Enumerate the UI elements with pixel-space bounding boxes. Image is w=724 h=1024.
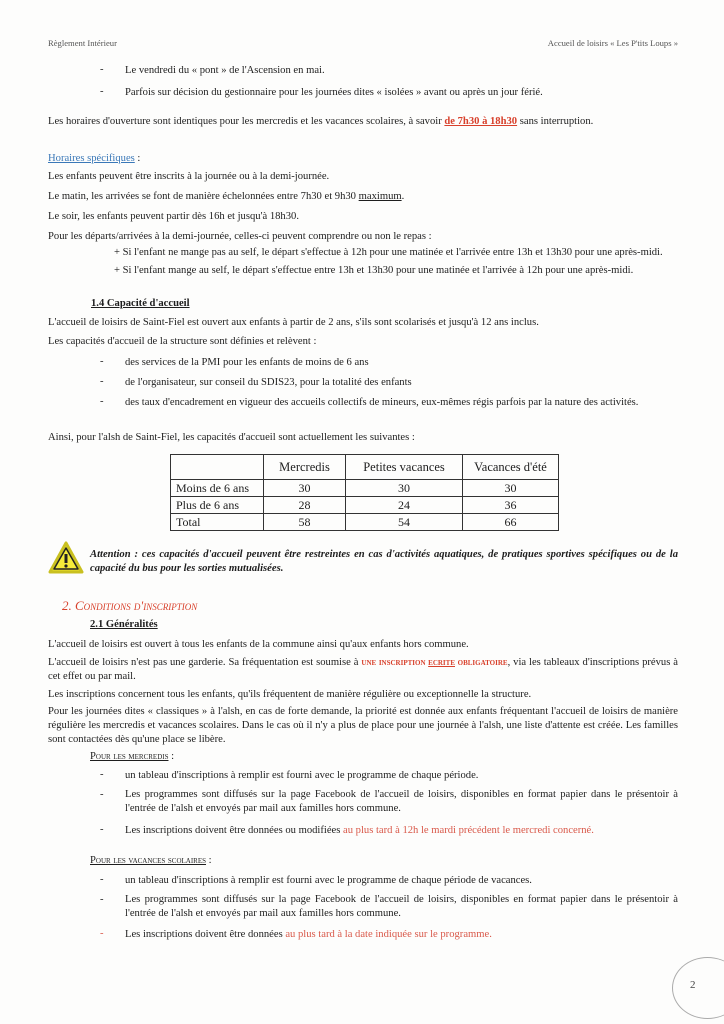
bullet-dash: - [100,789,104,800]
opening-hours: Les horaires d'ouverture sont identiques pour les mercredis et les vacances scolaires, à savoir de 7h30 à 18h30 sans interruption. [48,116,594,127]
bullet-dash: - [100,928,104,939]
section-heading: 1.4 Capacité d'accueil [91,298,190,309]
paragraph: Pour les journées dites « classiques » à l'alsh, en cas de forte demande, la priorité est donnée aux enfants fréquentant l'accueil de loisirs de manière régulière les mercredis et vacances scolaires. Dans le cas où il n'y a plus de place pour une journée à l'alsh, une liste d'attente est créée. Les familles sont contactées dès qu'une place se libère. [48,706,678,745]
warning-triangle-icon [48,540,84,576]
bullet-dash: - [100,64,104,75]
bullet-dash: - [100,769,104,780]
list-item: Les inscriptions doivent être données ou modifiées au plus tard à 12h le mardi précédent le mercredi concerné. [125,825,594,836]
specific-hours-title: Horaires spécifiques : [48,153,141,164]
subheading-holidays: Pour les vacances scolaires : [90,855,212,866]
text-line: L'accueil de loisirs est ouvert à tous les enfants de la commune ainsi qu'aux enfants hors commune. [48,639,469,650]
section-heading: 2. Conditions d'inscription [62,598,198,613]
list-item: Les programmes sont diffusés sur la page Facebook de l'accueil de loisirs, disponibles en format papier dans le présentoir à l'entrée de l'alsh et envoyés par mail aux familles hors commune. [125,894,678,919]
capacity-table [170,454,559,531]
text-line: Les capacités d'accueil de la structure sont définies et relèvent : [48,336,317,347]
list-item: Parfois sur décision du gestionnaire pour les journées dites « isolées » avant ou après un jour férié. [125,87,543,98]
list-item: + Si l'enfant mange au self, le départ s'effectue entre 13h et 13h30 pour une matinée et l'arrivée à 12h pour une après-midi. [114,265,634,276]
table-row: Total 58 54 66 [171,514,559,531]
bullet-dash: - [100,824,104,835]
bullet-dash: - [100,874,104,885]
hours-highlight: de 7h30 à 18h30 [444,116,518,127]
table-row: Moins de 6 ans 30 30 30 [171,480,559,497]
text-line: Le matin, les arrivées se font de manière échelonnées entre 7h30 et 9h30 maximum. [48,191,405,202]
text-line: Le soir, les enfants peuvent partir dès 16h et jusqu'à 18h30. [48,211,299,222]
subheading-wednesdays: Pour les mercredis : [90,751,175,762]
header-right: Accueil de loisirs « Les P'tits Loups » [547,38,678,48]
list-item: Les inscriptions doivent être données au plus tard à la date indiquée sur le programme. [125,929,492,940]
warning-text: Attention : ces capacités d'accueil peuvent être restreintes en cas d'activités aquatiques, de pratiques sportives spécifiques ou de la capacité du bus pour les sorties mutualisées. [90,549,678,574]
header-left: Règlement Intérieur [48,38,117,48]
list-item: Le vendredi du « pont » de l'Ascension en mai. [125,65,325,76]
text-line: Pour les départs/arrivées à la demi-journée, celles-ci peuvent comprendre ou non le repas : [48,231,432,242]
list-item: Les programmes sont diffusés sur la page Facebook de l'accueil de loisirs, disponibles en format papier dans le présentoir à l'entrée de l'alsh et envoyés par mail aux familles hors commune. [125,789,678,814]
page-number: 2 [690,979,696,991]
text-line: L'accueil de loisirs de Saint-Fiel est ouvert aux enfants à partir de 2 ans, s'ils sont scolarisés et jusqu'à 12 ans inclus. [48,317,539,328]
list-item: de l'organisateur, sur conseil du SDIS23, pour la totalité des enfants [125,377,412,388]
text-line: Ainsi, pour l'alsh de Saint-Fiel, les capacités d'accueil sont actuellement les suivantes : [48,432,415,443]
paragraph: L'accueil de loisirs n'est pas une garderie. Sa fréquentation est soumise à une inscription ecrite obligatoire, via les tableaux d'inscriptions prévus à cet effet ou par mail. [48,657,678,682]
bullet-dash: - [100,86,104,97]
list-item: des services de la PMI pour les enfants de moins de 6 ans [125,357,369,368]
list-item: des taux d'encadrement en vigueur des accueils collectifs de mineurs, eux-mêmes régis parfois par la nature des activités. [125,397,639,408]
subsection-heading: 2.1 Généralités [90,619,158,630]
page-number-circle [672,957,724,1019]
bullet-dash: - [100,376,104,387]
bullet-dash: - [100,396,104,407]
text-line: Les enfants peuvent être inscrits à la journée ou à la demi-journée. [48,171,330,182]
bullet-dash: - [100,356,104,367]
list-item: + Si l'enfant ne mange pas au self, le départ s'effectue à 12h pour une matinée et l'arrivée entre 13h et 13h30 pour une après-midi. [114,247,663,258]
list-item: un tableau d'inscriptions à remplir est fourni avec le programme de chaque période de vacances. [125,875,532,886]
table-row: Plus de 6 ans 28 24 36 [171,497,559,514]
table-header-row: Mercredis Petites vacances Vacances d'été [171,455,559,480]
text-line: Les inscriptions concernent tous les enfants, qu'ils fréquentent de manière régulière ou exceptionnelle la structure. [48,689,532,700]
list-item: un tableau d'inscriptions à remplir est fourni avec le programme de chaque période. [125,770,479,781]
bullet-dash: - [100,894,104,905]
